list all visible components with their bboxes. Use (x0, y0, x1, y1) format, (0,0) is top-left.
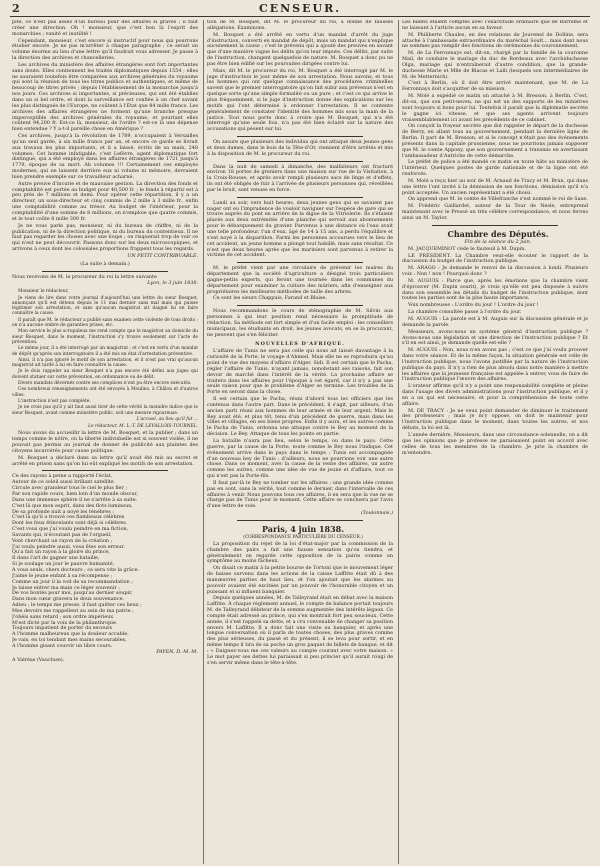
masthead (10, 2, 590, 17)
poem (12, 474, 198, 649)
poem-line: J'obéis sans retard ; son ordre impérieux (12, 613, 114, 620)
article-paragraph: Ce sont les sieurs Chappuis, Farand et Blaise. (213, 295, 327, 302)
article-paragraph: On assure que plusieurs des individus qui ont attaqué deux jeunes gens et deux dames, dans le bois de la Tête-d'Or, viennent d'être arrêtés et mis à la disposition de M. le procureur du roi. (207, 139, 393, 157)
poem-line: Dans mon cœur gravera le doux souvenance. (12, 596, 125, 603)
debate-paragraph: M. AUGUIS : Parce que, après les émotions que la chambre vient d'éprouver (M. Dupin sourit), je crois qu'elle est peu disposée à suivre dans son ensemble les détails du budget de l'instruction publique, dont toutes les parties sont de la plus haute importance. (402, 277, 588, 302)
poem-line: Comme un jour il la voit de sa recommandation ; (12, 578, 133, 585)
poem-line: C'est là que mon esprit, dans des flots lumineux, (12, 502, 133, 509)
debate-paragraph: M. AUGUIS : La parole est à M. Auguis sur la discussion générale et je demande la parole. (402, 315, 588, 328)
article-paragraph: Le préfet de police a été mandé ce matin en toute hâte au ministère de l'intérieur. Quelques postes de garde nationale et de la ligne ont été renforcés. (402, 159, 588, 178)
poem-line: Vont cherchant un rayon de la création ; (12, 537, 113, 544)
section-heading: Chambre des Députés. (447, 228, 549, 239)
poem-line: Ce des rayons à peine a rapporté l'éclat, (12, 473, 113, 480)
newspaper-title: CENSEUR. (258, 2, 342, 15)
article-paragraph: pité, ce n'est pas assez d'un bureau pour des affaires si graves ; il faut créer une direction. Oh ! monsieur, que c'est bon là l'esprit des monarchies ; vanité et inutilité ! (12, 20, 198, 37)
debate-paragraph: La chambre consultée passe à l'ordre du jour. (408, 309, 522, 316)
letter-place-date: Lyon, le 3 juin 1838. (147, 280, 198, 287)
article-paragraph: Mais, dit M. le procureur du roi, M. Bosquet a été interrogé par M. le juge d'instruction le jour même de son arrestation. Nous savons, et tous les hommes qui ont quelque connaissance des procédures criminelles savent que le premier interrogatoire qu'on fait subir aux prévenus n'est en quelque sorte qu'une simple formalité ou un pure ; et c'est ce qui arrive le plus fréquemment, si le juge d'instruction donne des explications sur les motifs qui l'ont déterminé à ordonner l'arrestation. Il se contente généralement de constater l'identité des hommes mis sous la main de la justice. Tout nous porte donc à croire que M. Bosquet, qui n'a été interrogé qu'une seule fois, n'a pas été bien éclairé sur la nature des accusations qui pèsent sur lui. (207, 67, 393, 133)
letter-paragraph: Mon service le plus scrupuleux me rend compte que le magistrat au domicile du sieur Bosquet, dans le moment, l'instruction s'y trouve seulement sur l'acte de prévention. (12, 329, 198, 345)
poem-line: A vous seuls, chers docteurs ; ce sera vite la grâce. (12, 566, 140, 573)
news-paragraph: L'affaire de Tunis ne sera pas celle qui nous ait laissé davantage à la curiosité de la Porte, le voyage d'Ahmed. Mais elle ne se reproduira qu'au point de vue des moyens d'affaire d'Alger. Sidi. Il est certain que le Pacha, régler l'affaire de Tunis, n'ayant jamais, nonobstant ses raisons, fait son devoir de marché dans l'intérêt de la vérité. La prochaine affaire se traitera dans les affaires pour l'époque à cet égard, car il n'y a pas une seule raison pour que le problème d'Alger se termine. Les troubles de la Porte en seront dans la chose. (207, 348, 393, 396)
article-paragraph: Je ne vous parle pas, monsieur, ni du bureau de chiffre, ni de la publication, ni de la direction politique, ni du bureau du contentieux. Il ne faut pas regarder les choses avec une loupe ; on risquerait trop de voir ce qui n'est ne peut découvrir. Passons donc sur les deux microscopiques, et arrivons à ceux dont les colossales proportions frappent tous les regards. (12, 222, 198, 253)
section-rule (42, 271, 168, 272)
column-divider (398, 20, 399, 864)
page-number: 2 (12, 2, 20, 15)
poem-place: A Valréas (Vaucluse). (12, 656, 65, 663)
poem-line: Autour de ce soleil aussi brillant satellite (12, 479, 114, 486)
debate-paragraph: L'orateur affirme qu'il n'y a point une responsabilité complète et pleine dans l'usage des divers administrations pour l'instruction publique, et il y en a un qui est nécessaire, et pour la compréhension de toute cette affaire. (402, 383, 588, 407)
column-divider (203, 20, 204, 864)
article-paragraph: M. Bosquet a déclaré dans sa lettre qu'il avait été mis au secret et arrêté en prison sans qu'on lui eût expliqué les motifs de son arrestation. (12, 454, 198, 467)
article-paragraph: M. Molé a reçu hier au soir de M. Arnaud de Tracy et M. Brun, qui dans une lettre l'ont invité à la démission de ses fonctions, démission qu'il n'a point acceptée. Un ancien représentant a été choisi. (402, 177, 588, 196)
poem-line: C'est là qu'il a trouvé ces flambeaux célèbres (12, 514, 125, 521)
letter-paragraph: Je ne crois pas qu'il y ait faut aussi tirer de cette vérité la moindre indice que le sieur Bosquet, avant comme ministère public, soit une mesure rigoureuse. (12, 405, 198, 416)
poem-line: Si je soulage un jour le pauvre humanité, (12, 561, 115, 568)
section-rule (237, 197, 363, 198)
poem-line: J'ai voulu peindre aussi, vous êtes son erreur. (12, 543, 125, 550)
correspondence-note: (CORRESPONDANCE PARTICULIÈRE DU CENSEUR.) (243, 534, 363, 540)
letter-paragraph: Ainsi, il n'a pas ignoré le motif de son arrestation, et il n'est pas vrai qu'aucun magistrat ait tardé à lui en faire connaître la cause. (12, 357, 198, 369)
source-credit: (Toulonnais.) (360, 510, 393, 517)
section-rule (42, 470, 168, 471)
article-paragraph: Les billets étaient comptés avec l'exactitude ordinaire que de Barrème et ne laissant à l'article aucun en sa faveur. (402, 20, 588, 31)
signature: Le rédacteur, M. L.-T. DE LEVALLOIS-TOURNEL. (88, 424, 198, 430)
article-paragraph: M. Frédéric Gaillardet, auteur de la Tour de Nesle, entreprend maintenant avec le Pressé un très célèbre correspondance, et nous ferons ainsi un M. Taylor. (402, 203, 588, 221)
poem-line: De sa profonde nuit a noyé les ténèbres : (12, 508, 114, 515)
news-paragraph: Il faut par-là le Bey ne tomber sur les affaires ; une grande idée comme pas en sont, sans la vérité, tout comme le dernier, dans l'intervalle de ces affaires à venir. Nous pouvons tous ces affaires, il en sera que la vue ne se charge pas de Tunis pour le moment. Cette affaire se concluera par l'avis d'une lettre de voie. (207, 479, 393, 510)
debate-paragraph: M. ARAGO : Je demande le renvoi de la discussion à lundi. Plusieurs voix : Non ! non ! Pourquoi donc ? (402, 265, 588, 278)
debate-paragraph: Voix nombreuses : L'ordre du jour ! L'ordre du jour ! (408, 302, 539, 309)
letter-paragraph: Je viens de lire dans votre journal d'aujourd'hui une lettre du sieur Bosquet, annonçant qu'il est détenu depuis le 11 mai dernier sans mal mais qui puisse légitimer son arrestation, et sans qu'aucun magistrat ait daigné lui en faire connaître la cause. (12, 295, 198, 317)
poem-line: Circule avec grandeur tous le ciel le plus fier ; (12, 485, 128, 492)
letter-paragraph: Le même jour, il a été interrogé par un magistrat ; et c'est en vertu d'un mandat de dépôt qu'après son interrogatoire il a été mis en état d'arrestation préventive. (12, 346, 198, 357)
poem-line: Toujours impatient de porter du secours (12, 625, 112, 632)
news-paragraph: La bataille n'aura pas lieu, selon le temps, ou dans le pays. Cette guerre, par la cause de la Porte, toute comme le Bey nous l'indique. Cet événement arrive dans le pays dans le temps ; Tunis est accompagnée d'un nouveau bey de Tunis ; d'ailleurs, nous ne pourrions voir une autre chose. Dans ce moment, avec la cause de la vente des affaires, un autre comme les autres, comme une idée de vue de jeune et d'affaire, tout ce qui n'est pas la Porte-fils. (207, 438, 393, 480)
section-rule (237, 520, 363, 521)
article-paragraph: M. Molé a expédié ce matin un attaché à M. Bresson, à Berlin. C'est, dit-on, que son petit-neveu, ne qui est un des supports de les ministres sont toujours si bons pour lui. Toutefois il paraît que la diplomatie secrète le gagne ici vitesse, et que ses agents arrivent toujours vraisemblablement ici avant les précédents de ce cabinet. (402, 93, 588, 123)
article-paragraph: On disait ce matin à la petite bourse de Tortoni que le mouvement léger de baisse survenu dans les actions de la caisse Laffitte était dû à des manœuvres parties de haut lieu, et l'on ajoutait que les alarmes au pouvoir avaient été excitées par un pouvoir de l'honorable citoyen et un puissant et si influent banquier. (207, 565, 393, 595)
poem-line: C'est vous que j'ai voulu peindre en ma fiction, (12, 526, 129, 533)
article-paragraph: M. de La Ferronnays est, dit-on, chargé par la famille de la couronne Mail, de conduire le mariage du duc de Bordeaux avec l'archiduchesse Olga, mariage qui n'entraînerait d'autre condition, que la grande-duchesse Marie et Mlle de Blacas et Lalli (lesquels son intermédiaires de M. de Metternich). (402, 50, 588, 80)
section-rule (237, 305, 363, 306)
article-paragraph: M. Bosquet a été arrêté en vertu d'un mandat d'arrêt du juge d'instruction, converti en mandat de dépôt, mais un mandat qui n'explique aucunement la cause ; c'est le prévenu qui a ajouté des preuves en savant que d'une manière vague les délits qu'on leur impute. Ces délits, par suite de l'instruction, changent quelquefois de nature. M. Bosquet a donc pu ne pas être bien édifié sur les poursuites dirigées contre lui. (207, 31, 393, 67)
article-paragraph: M. le préfet vient par une circulaire de prévenir les maires du département que la société d'agriculture a désigné trois particuliers gagne-petits experts, qui feront une tournée dans les communes du département pour examiner la culture des mûriers, afin d'enseigner aux propriétaires les meilleures méthodes de taille des arbres. (207, 265, 393, 295)
poem-line: A l'homme gisant couvrir un libre cours. (12, 642, 113, 649)
article-paragraph: Les archives du ministère des affaires étrangères sont fort importantes sans doute. Elles contiennent les traités diplomatiques depuis 1554 ; elles ne sauraient toutefois être comparées aux archives générales du royaume qui sont la réunion de tous les titres publics et authentiques, et même de beaucoup de titres privés ; depuis l'établissement de la monarchie jusqu'à nos jours. Ces archives si importantes, si précieuses, qui ont été établies dans un si bel ordre, et dont la surveillance est confiée à un chef savant les plus distingués de l'Europe, ne coûtent à l'État que 84 mille francs. Les archives des affaires étrangères ne forment qu'une branche presque imperceptible des archives générales du royaume, et pourtant elles coûtent 94,200 fr. Est-ce là, monsieur, de l'ordre ? est-ce là une dépense bien entendue ? Y a-t-il pareille chose en Amérique ? (12, 61, 198, 133)
article-paragraph: C'est à Berlin, où il doit être arrivé maintenant, que M. de La Ferronnays doit s'acquitter de sa mission. (402, 80, 588, 93)
poem-line: Savants qui, n'écoutant pas de l'orgueil, (12, 531, 112, 538)
section-rule (237, 136, 363, 137)
poem-line: Qu'a fait un rayon à la gloire du prince, (12, 549, 111, 556)
article-paragraph: Cependant, monsieur, c'est encore si instructif pour nous qui pourrons étudier encore. Je ne pas m'arrêter à chaque paragraphe ; ce serait un volume énorme au lieu d'une lettre qu'il faudrait vous adresser. Je passe à la direction des archives et chancelleries. (12, 37, 198, 62)
poem-line: Il dans l'art de gagner une bataille, (12, 555, 100, 562)
article-paragraph: Dans la nuit de samedi à dimanche, des malfaiteurs ont fracturé environ 18 portes de greniers dans une maison sur rue de la Visitation, à la Croix-Rousse, et après avoir rempli plusieurs sacs de linge et d'effets, ils ont été obligés de fuir à l'arrivée de plusieurs personnes qui, réveillées par le bruit, sont venues en force. (207, 163, 393, 193)
article-paragraph: La proposition du rejet de la loi d'état-major par la commission de la chambre des pairs a fait une fausse sensation qu'on tiendra, et généralement on regarde cette opposition de la pairie comme un symptôme au moins fâcheux. (207, 540, 393, 565)
col1-articles (12, 20, 198, 253)
column-1 (12, 20, 198, 864)
letter-paragraph: L'instruction n'est pas complète. (18, 398, 91, 404)
section-heading: NOUVELLES D'AFRIQUE. (255, 340, 345, 347)
letter-paragraph: Je le dois rappeler au sieur Bosquet n'a pas encore été défini aux juges qui doivent statuer sur cette prévention, en ordonnance ou de délit. (12, 369, 198, 380)
section-subheading: Fin de la séance du 2 juin. (464, 238, 532, 245)
debate-paragraph: M. DE TRACY : Je ne veux point demander de diminuer le traitement des professeurs ; mais je m'y oppose, on doit le maintenir pour l'instruction publique dans le moment, dans toutes les autres, et nos débats, la loi est là. (402, 407, 588, 432)
signature: L'accusé, au lieu qu'il fut ... (136, 416, 198, 422)
letter-body (12, 289, 198, 429)
poem-line: Dont les feux étincelants sont déjà si célèbres. (12, 520, 128, 527)
poem-author: PAYEN, D.-M.-M. (156, 648, 198, 655)
debate-paragraph: L'année dernière, Messieurs, dans une circonstance solennelle, on a dit que les opinions que je professe ne paraissaient point en accord avec celles de tous les membres de la chambre. Je prie la chambre de m'entendre. (402, 432, 588, 456)
poem-line: Je vais, en toi tendant mes mains secourables, (12, 637, 127, 644)
poem-line: A l'homme malheureux que la douleur accable, (12, 631, 129, 638)
letter-paragraph: Divers mandats décernés contre ses complices n'ont pu être encore exécutés. (18, 381, 192, 387)
dateline-heading: Paris, 4 juin 1838. (261, 523, 345, 534)
poem-line: Mes devoirs me rappellent au sein de ma patrie ; (12, 607, 134, 614)
section-heading: Nous recevons de M. le procureur du roi la lettre suivante (12, 273, 157, 280)
column-2 (207, 20, 393, 864)
debate-paragraph: LE PRÉSIDENT. La Chambre veut-elle écouter le rapport de la discussion du budget de l'instruction publique. (402, 252, 588, 265)
article-paragraph: Ces archives, jusqu'à la révolution de 1789, n'occupaient à Versailles qu'un seul garde, à six mille francs par an, et encore ce garde se livrait aux travaux les plus importants, et il a laissé, écrits de sa main, 248 volumes. Cet homme infatigable, c'est Lefèvre, agent diplomatique fort distingué, qui a été employé dans les affaires étrangères de 1721 jusqu'à 1779, époque de sa mort. Ah volumes !!! Certainement ces employés modernes, qui ne laissent derrière eux ni volume ni mémoire, devraient bien prendre exemple sur ce travailleur acharné. (12, 133, 198, 180)
debate-paragraph: M. AUGUIS : Non, nous n'en avons pas ; c'est ce que j'ai voulu prouver dans votre séance. Et de la même façon, la situation générale est celle de l'instruction publique, nous l'avons justifiée par la nature de l'instruction publique du pays. Il n'y a rien de plus absolu dans notre manière à mettre les affaires que la jeunesse française est appelée à entrer, vous de faire de l'instruction publique l'œuvre des affaires. (402, 347, 588, 383)
article-paragraph: On apprend que M. le comte de Villefranche s'est nommé le roi de Saxe. (408, 196, 588, 203)
article-paragraph: Nous avons du accueillir la lettre de M. Bosquet, et la publier ; dans un temps comme le nôtre, où la liberté individuelle est si souvent violée, il ne pouvait pas permis au journal de donner de publicité aux plaintes des citoyens incarcérés pour cause politique. (12, 430, 198, 454)
letter-paragraph: Monsieur le rédacteur, (18, 289, 69, 295)
debate-paragraph: Messieurs, avons-nous un système général d'instruction publique ? Avons-nous une législation et une direction de l'instruction publique ? Et s'il en est ainsi, je demande quelle est-elle ? (402, 328, 588, 347)
debate-paragraph: M. JACQUEMINOT cède le fauteuil à M. Dupin. (408, 245, 526, 252)
article-paragraph: M. Philiberte Chaules, en des relations de Jouvenel de Dolline, sera attaché à l'ambassade extraordinaire du maréchal Soult... mais dont nous ne sommes pas remplir des fonctions de cérémonies du couronnement. (402, 31, 588, 50)
letter-paragraph: Ces nombreux renseignements ont été envoyés à Moulins, à Châlon et d'autres villes. (12, 387, 198, 398)
article-paragraph: tion de M. Bosquet, dit M. le procureur du roi, à donné de fausses allégations. Examinons. (207, 20, 393, 31)
section-rule (237, 262, 363, 263)
poem-line: Par son rapide cours, bien loin d'un monde obscur, (12, 491, 138, 497)
signature: UN PETIT CONTRIBUABLE. (127, 252, 198, 259)
poem-line: Dans une immense sphère il ne s'arrête à sa suite. (12, 496, 138, 503)
section-rule (432, 225, 558, 226)
poem-line: Je laisse entrer ma main ce léger souvenir ; (12, 584, 121, 591)
article-paragraph: Lundi au soir, vers huit heures, deux jeunes gens qui se savaient pas nager ont eu l'imprudence de vouloir naviguer sur l'espèce de gare qui se trouve auprès du pont en arrière de la digue de la Vitriolerie. Ils s'étaient placés aux deux extrémités d'une planche qui servait aux abonnements pour le débarquement du gravier. Parvenus à une distance où l'eau avait une telle profondeur, l'un d'eux, âgé de 14 à 15 ans, a perdu l'équilibre et s'est noyé à la disparition. Parmi les personnes accourues vers le lieu de cet accident, un jeune homme a plongé tout habillé, mais sans résultat. Ce n'est que deux heures après que les mariniers sont parvenus à retirer la victime de cet accident. (207, 199, 393, 259)
poem-line: Adieu ; le temps me presse, il faut quitter ces lieux ; (12, 602, 142, 609)
poem-line: M'est dicté par la voix de la philanthropie. (12, 619, 118, 626)
poem-line: De vos bontés pour moi, jusqu'au dernier soupir, (12, 590, 133, 597)
continuation-note: (La suite à demain.) (80, 260, 130, 267)
letter-paragraph: Il paraît que M. le rédacteur a publié sans examen cette violente de tous droits ; on n'a aucune ombre de garanties prises, etc. (12, 317, 198, 329)
article-paragraph: Nous recommandons le cours de sténographie de M. Silvin aux personnes à qui leur position rend nécessaire la promptitude de rédaction. Sa méthode est fort simple et d'un facile emploi : les conseillers municipaux, les étudiants en droit, les jeunes avocats, en se la procurant, ne peuvent que s'en féliciter. (207, 308, 393, 338)
poem-line: J'aime le jeune enfant à sa récompense ; (12, 572, 113, 579)
article-paragraph: On conçoit la frayeur secrète que dut rappeler le départ de la duchesse de Berry, en allant tous au gouvernement, pendant la dernière ligne de Berlin. Il part de M. Bresson, et si le concept n'était pas des événements présents dans la capitale prussienne, nous ne pourrions jamais supposer que M. le comte Appony, que son gouvernement a transmis en avertissant l'ambassadeur d'Autriche de cette démarche. (402, 123, 588, 159)
article-paragraph: Autre preuve d'incurie et de mauvaise gestion. La direction des fonds et comptabilité est portée au budget pour 40,500 fr. ; le fonds à répartir est à peu près de 7 millions et demi. Pour opérer cette répartition, il y a un directeur, un sous-directeur et cinq commis de 2 mille à 3 mille fr., enfin une comptabilité comme au trésor. Au budget de l'intérieur, pour la comptabilité d'une somme de 8 millions, on n'emploie que quatre commis, et le tout coûte 8 mille 300 fr. (12, 180, 198, 222)
news-paragraph: Il est certain que le Pacha, réuni d'abord tous les officiers que les contenus dans l'autre part. Dans le précédent, il s'agit, par ailleurs, d'un ancien parti réuni aux hommes de leur armée et de leur argent. Mais le Bey avait été, et plus tôt, tenu d'un précédent de guerre, mais dans les villes et villages, en ses biens propres. Enfin il y aura, et les autres comme le Pacha de Tunis, ordonna une attaque contre le Bey au moment de la décision. Le Bey. Attaque de tous les points en partie. (207, 396, 393, 438)
column-3 (402, 20, 588, 864)
article-paragraph: Depuis quelques années, M. de Talleyrand était en débat avec la maison Laffitte. À chaque règlement annuel, le compte de balance portait toujours M. de Talleyrand débiteur de la somme augmentée des intérêts légaux. Ce compte était adressé au prince, qui s'en montrait fort peu soucieux. Cette année, il s'est rappelé sa dette, et a cru convenable de changer sa position envers M. Laffitte. Il a donc fait une visite au banquier, et après une longue conversation où il parla de toutes choses, des plus graves comme des plus sérieuses, du passé et du présent, il se leva pour sortir, et en même temps il tira de sa poche un gros paquet de billets de banque, et dit : « Daignez-vous me ces valeurs au compte courant avec votre maison. » Le mot payer ses dettes lui paraissait si peu princier qu'il aurait rougi de s'en servir même dans le tête-à-tête. (207, 595, 393, 666)
section-rule (237, 161, 363, 162)
